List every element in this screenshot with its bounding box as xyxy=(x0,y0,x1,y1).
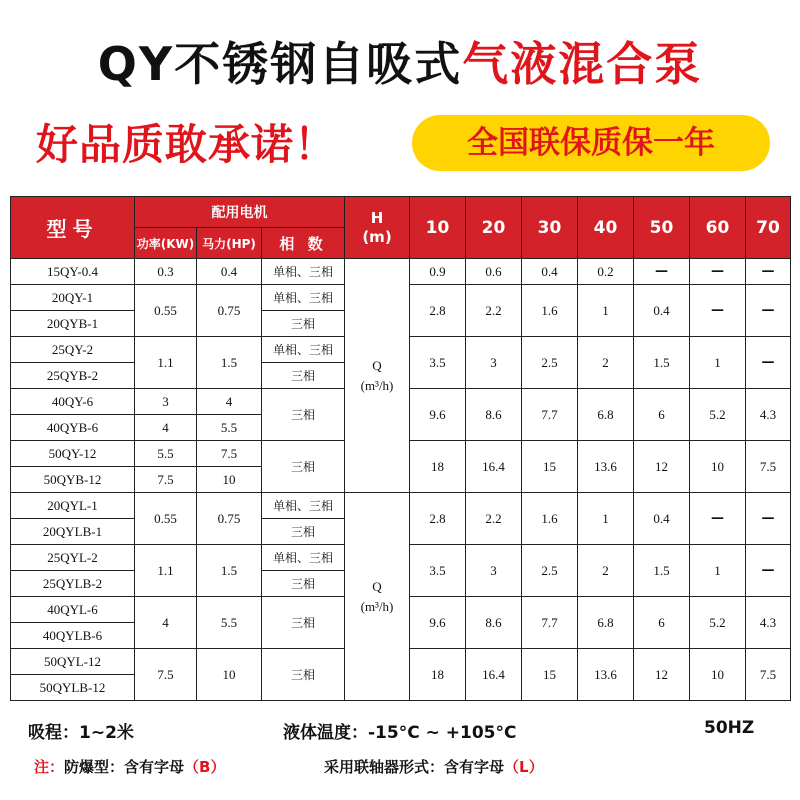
header-head-value: 70 xyxy=(746,197,791,259)
flow-value: 1 xyxy=(690,545,746,597)
flow-value: — xyxy=(634,259,690,285)
flow-value: 7.7 xyxy=(522,389,578,441)
header-power: 功率(KW) xyxy=(135,228,197,259)
flow-value: 2.2 xyxy=(466,285,522,337)
flow-value: 9.6 xyxy=(410,597,466,649)
header-head-m: (m) xyxy=(362,227,392,246)
phase-cell: 三相 xyxy=(262,649,345,701)
note-letter-l: （L） xyxy=(504,758,544,776)
flow-unit: (m³/h) xyxy=(360,598,394,614)
power-cell: 0.55 xyxy=(135,285,197,337)
hp-cell: 7.5 xyxy=(197,441,262,467)
flow-value: 2.5 xyxy=(522,337,578,389)
page-title xyxy=(0,28,800,94)
model-cell: 50QY-12 xyxy=(11,441,135,467)
flow-label-cell xyxy=(345,259,410,493)
header-head-h: H xyxy=(370,208,384,227)
power-cell: 1.1 xyxy=(135,337,197,389)
flow-value: 0.4 xyxy=(634,493,690,545)
slogan: 好品质敢承诺！ xyxy=(36,120,338,169)
hp-cell: 0.75 xyxy=(197,285,262,337)
warranty-badge: 全国联保质保一年 xyxy=(412,115,770,171)
phase-cell: 三相 xyxy=(262,519,345,545)
flow-value: — xyxy=(746,545,791,597)
header-head xyxy=(345,197,410,259)
flow-value: 16.4 xyxy=(466,441,522,493)
flow-value: 3 xyxy=(466,337,522,389)
phase-cell: 三相 xyxy=(262,363,345,389)
flow-value: 8.6 xyxy=(466,597,522,649)
flow-value: 16.4 xyxy=(466,649,522,701)
flow-value: — xyxy=(746,337,791,389)
model-cell: 20QYB-1 xyxy=(11,311,135,337)
note-label: 注： xyxy=(34,758,65,776)
model-cell: 20QY-1 xyxy=(11,285,135,311)
flow-value: 2.2 xyxy=(466,493,522,545)
flow-value: 13.6 xyxy=(578,441,634,493)
power-cell: 0.55 xyxy=(135,493,197,545)
power-cell: 5.5 xyxy=(135,441,197,467)
model-cell: 15QY-0.4 xyxy=(11,259,135,285)
flow-value: 3 xyxy=(466,545,522,597)
phase-cell: 单相、三相 xyxy=(262,337,345,363)
flow-value: 6 xyxy=(634,389,690,441)
model-cell: 20QYL-1 xyxy=(11,493,135,519)
header-phase: 相 数 xyxy=(262,228,345,259)
model-cell: 40QYB-6 xyxy=(11,415,135,441)
flow-value: 1.5 xyxy=(634,337,690,389)
power-cell: 3 xyxy=(135,389,197,415)
hp-cell: 0.4 xyxy=(197,259,262,285)
model-cell: 20QYLB-1 xyxy=(11,519,135,545)
hp-cell: 1.5 xyxy=(197,545,262,597)
flow-value: 8.6 xyxy=(466,389,522,441)
title-red: 气液混合泵 xyxy=(462,37,703,91)
flow-value: 0.4 xyxy=(634,285,690,337)
phase-cell: 三相 xyxy=(262,311,345,337)
flow-value: 6.8 xyxy=(578,389,634,441)
note-explosion-proof: 防爆型：含有字母 xyxy=(64,758,185,776)
power-cell: 0.3 xyxy=(135,259,197,285)
power-cell: 4 xyxy=(135,415,197,441)
model-cell: 25QYLB-2 xyxy=(11,571,135,597)
model-cell: 40QYLB-6 xyxy=(11,623,135,649)
flow-value: 1.5 xyxy=(634,545,690,597)
model-cell: 50QYL-12 xyxy=(11,649,135,675)
header-head-value: 50 xyxy=(634,197,690,259)
model-cell: 50QYLB-12 xyxy=(11,675,135,701)
flow-value: 1 xyxy=(690,337,746,389)
flow-value: 0.6 xyxy=(466,259,522,285)
model-cell: 40QYL-6 xyxy=(11,597,135,623)
flow-value: 0.9 xyxy=(410,259,466,285)
flow-value: 1 xyxy=(578,493,634,545)
flow-value: 4.3 xyxy=(746,389,791,441)
flow-value: 13.6 xyxy=(578,649,634,701)
flow-value: 0.4 xyxy=(522,259,578,285)
model-cell: 50QYB-12 xyxy=(11,467,135,493)
flow-value: 5.2 xyxy=(690,389,746,441)
flow-value: 15 xyxy=(522,649,578,701)
flow-value: — xyxy=(746,285,791,337)
spec-table xyxy=(10,196,791,701)
table-row xyxy=(11,493,791,519)
header-head-value: 20 xyxy=(466,197,522,259)
phase-cell: 单相、三相 xyxy=(262,545,345,571)
flow-value: — xyxy=(690,285,746,337)
flow-value: 1.6 xyxy=(522,493,578,545)
model-cell: 25QY-2 xyxy=(11,337,135,363)
phase-cell: 单相、三相 xyxy=(262,285,345,311)
flow-value: 18 xyxy=(410,441,466,493)
flow-value: 4.3 xyxy=(746,597,791,649)
phase-cell: 三相 xyxy=(262,441,345,493)
flow-unit: (m³/h) xyxy=(360,377,394,393)
flow-value: 3.5 xyxy=(410,545,466,597)
flow-value: 2.8 xyxy=(410,285,466,337)
phase-cell: 三相 xyxy=(262,571,345,597)
flow-label: Q xyxy=(372,578,382,594)
flow-value: 2.8 xyxy=(410,493,466,545)
flow-value: 12 xyxy=(634,649,690,701)
flow-value: 5.2 xyxy=(690,597,746,649)
header-motor: 配用电机 xyxy=(135,197,345,228)
flow-value: 15 xyxy=(522,441,578,493)
flow-value: 6.8 xyxy=(578,597,634,649)
flow-value: — xyxy=(746,493,791,545)
power-cell: 7.5 xyxy=(135,649,197,701)
phase-cell: 单相、三相 xyxy=(262,259,345,285)
suction-lift: 吸程：1~2米 xyxy=(28,723,134,743)
note-coupling-text: 采用联轴器形式：含有字母 xyxy=(324,758,505,776)
flow-value: 7.5 xyxy=(746,441,791,493)
hp-cell: 10 xyxy=(197,467,262,493)
note-coupling xyxy=(324,756,544,777)
flow-value: 7.5 xyxy=(746,649,791,701)
flow-value: 6 xyxy=(634,597,690,649)
header-model: 型号 xyxy=(11,197,135,259)
flow-value: 10 xyxy=(690,649,746,701)
model-cell: 40QY-6 xyxy=(11,389,135,415)
hp-cell: 5.5 xyxy=(197,415,262,441)
power-cell: 4 xyxy=(135,597,197,649)
title-black: QY不锈钢自吸式 xyxy=(97,37,463,91)
flow-value: 10 xyxy=(690,441,746,493)
header-head-value: 40 xyxy=(578,197,634,259)
flow-value: — xyxy=(690,259,746,285)
flow-value: 2.5 xyxy=(522,545,578,597)
table-row xyxy=(11,259,791,285)
phase-cell: 三相 xyxy=(262,597,345,649)
header-head-value: 30 xyxy=(522,197,578,259)
flow-value: 3.5 xyxy=(410,337,466,389)
note-letter-b: （B） xyxy=(184,758,226,776)
flow-label: Q xyxy=(372,357,382,373)
flow-value: 18 xyxy=(410,649,466,701)
model-cell: 25QYB-2 xyxy=(11,363,135,389)
flow-value: 2 xyxy=(578,337,634,389)
liquid-temperature: 液体温度：-15°C ~ +105°C xyxy=(283,723,517,743)
flow-value: 1 xyxy=(578,285,634,337)
hp-cell: 10 xyxy=(197,649,262,701)
hp-cell: 0.75 xyxy=(197,493,262,545)
flow-value: 12 xyxy=(634,441,690,493)
frequency: 50HZ xyxy=(704,718,755,738)
hp-cell: 5.5 xyxy=(197,597,262,649)
header-head-value: 10 xyxy=(410,197,466,259)
flow-value: 9.6 xyxy=(410,389,466,441)
hp-cell: 1.5 xyxy=(197,337,262,389)
model-cell: 25QYL-2 xyxy=(11,545,135,571)
power-cell: 1.1 xyxy=(135,545,197,597)
flow-value: 7.7 xyxy=(522,597,578,649)
flow-value: — xyxy=(690,493,746,545)
flow-value: 0.2 xyxy=(578,259,634,285)
phase-cell: 三相 xyxy=(262,389,345,441)
flow-label-cell xyxy=(345,493,410,701)
flow-value: 1.6 xyxy=(522,285,578,337)
flow-value: — xyxy=(746,259,791,285)
power-cell: 7.5 xyxy=(135,467,197,493)
header-hp: 马力(HP) xyxy=(197,228,262,259)
phase-cell: 单相、三相 xyxy=(262,493,345,519)
note xyxy=(34,756,225,777)
hp-cell: 4 xyxy=(197,389,262,415)
header-head-value: 60 xyxy=(690,197,746,259)
flow-value: 2 xyxy=(578,545,634,597)
